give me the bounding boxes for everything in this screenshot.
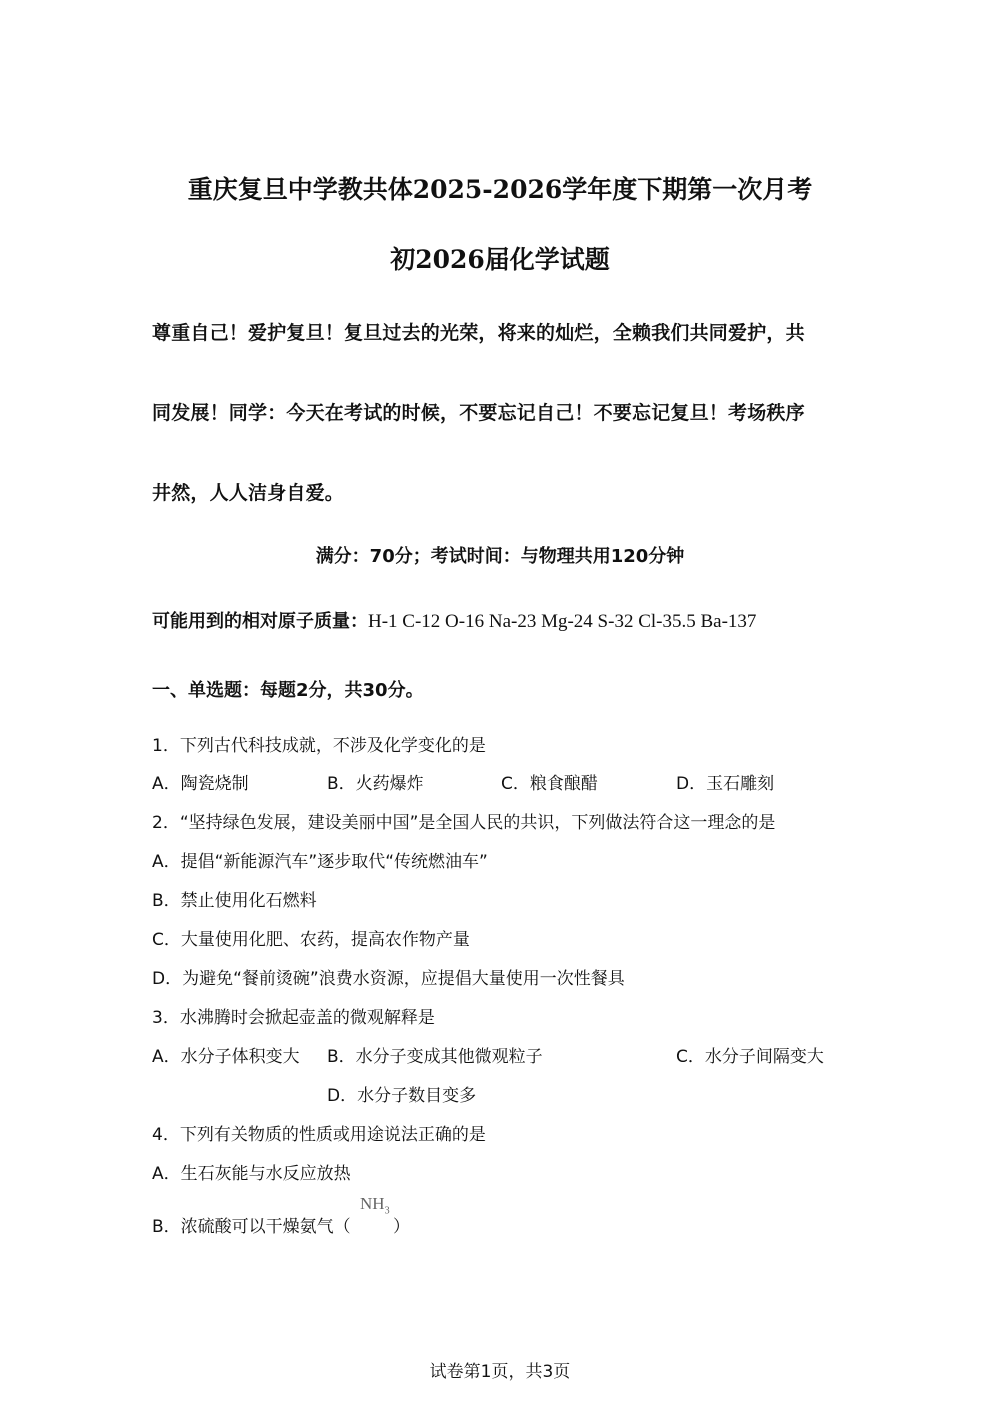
question-2-stem: 2．“坚持绿色发展，建设美丽中国”是全国人民的共识，下列做法符合这一理念的是 [152, 813, 776, 833]
atomic-masses-values: H-1 C-12 O-16 Na-23 Mg-24 S-32 Cl-35.5 Ba-137 [368, 611, 757, 632]
motto-line1: 尊重自己！爱护复旦！复旦过去的光荣，将来的灿烂，全赖我们共同爱护，共 [152, 322, 805, 344]
page-footer: 试卷第1页，共3页 [429, 1362, 571, 1382]
question-1-option-d: D．玉石雕刻 [676, 774, 775, 794]
exam-title-line1: 重庆复旦中学教共体2025-2026学年度下期第一次月考 [187, 175, 813, 204]
exam-info: 满分：70分；考试时间：与物理共用120分钟 [315, 546, 685, 567]
question-4-option-b-close: ） [393, 1217, 410, 1237]
question-4-option-a: A．生石灰能与水反应放热 [152, 1164, 351, 1184]
question-2-option-d: D．为避免“餐前烫碗”浪费水资源，应提倡大量使用一次性餐具 [152, 969, 625, 989]
question-4-stem: 4．下列有关物质的性质或用途说法正确的是 [152, 1125, 486, 1145]
question-3-option-b: B．水分子变成其他微观粒子 [327, 1047, 543, 1067]
section1-heading: 一、单选题：每题2分，共30分。 [152, 680, 424, 701]
question-3-option-a: A．水分子体积变大 [152, 1047, 300, 1067]
motto-line3: 井然，人人洁身自爱。 [152, 482, 345, 504]
question-3-option-d: D．水分子数目变多 [327, 1086, 477, 1106]
question-1-option-c: C．粮食酿醋 [501, 774, 598, 794]
question-2-option-c: C．大量使用化肥、农药，提高农作物产量 [152, 930, 470, 950]
question-3-stem: 3．水沸腾时会掀起壶盖的微观解释是 [152, 1008, 435, 1028]
nh3-formula-subscript: 3 [384, 1205, 390, 1217]
motto-line2: 同发展！同学：今天在考试的时候，不要忘记自己！不要忘记复旦！考场秩序 [152, 402, 805, 424]
question-1-stem: 1．下列古代科技成就，不涉及化学变化的是 [152, 736, 486, 756]
question-1-option-a: A．陶瓷烧制 [152, 774, 249, 794]
nh3-formula [360, 1194, 390, 1216]
question-3-option-c: C．水分子间隔变大 [676, 1047, 824, 1067]
exam-title-line2: 初2026届化学试题 [390, 245, 610, 274]
question-2-option-a: A．提倡“新能源汽车”逐步取代“传统燃油车” [152, 852, 488, 872]
atomic-masses [152, 607, 756, 633]
atomic-masses-label: 可能用到的相对原子质量： [152, 611, 368, 632]
nh3-formula-base: NH [360, 1194, 385, 1213]
question-4-option-b: B．浓硫酸可以干燥氨气（ [152, 1217, 351, 1237]
question-2-option-b: B．禁止使用化石燃料 [152, 891, 317, 911]
question-1-option-b: B．火药爆炸 [327, 774, 424, 794]
